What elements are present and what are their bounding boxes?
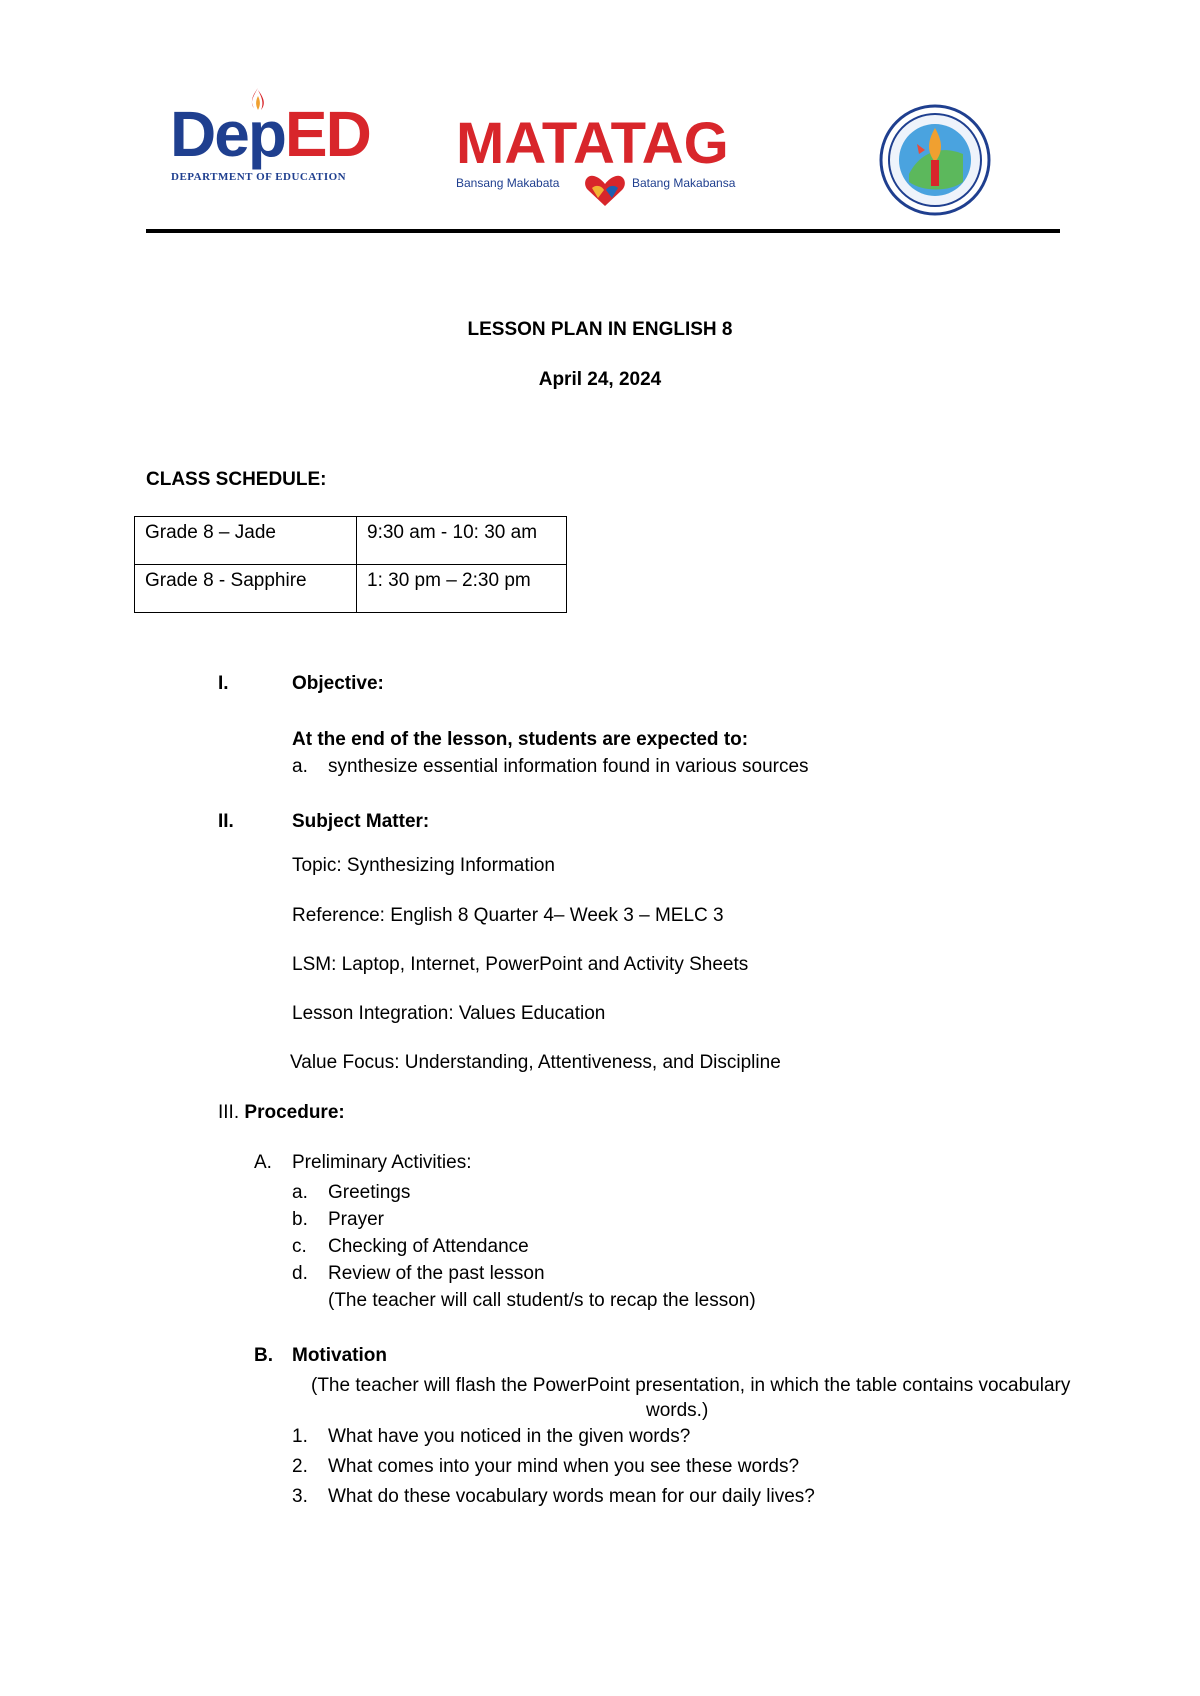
schedule-time: 9:30 am - 10: 30 am <box>357 517 567 565</box>
schedule-section: Grade 8 - Sapphire <box>135 565 357 613</box>
deped-word-dep: Dep <box>170 98 285 170</box>
objective-intro: At the end of the lesson, students are expected to: <box>292 729 749 750</box>
list-item: What comes into your mind when you see these words? <box>328 1456 800 1477</box>
deped-logo-subtitle: DEPARTMENT OF EDUCATION <box>171 171 347 183</box>
list-item: What have you noticed in the given words? <box>328 1426 691 1447</box>
list-item-marker: 2. <box>292 1456 308 1477</box>
class-schedule-label: CLASS SCHEDULE: <box>146 469 327 490</box>
schedule-table <box>134 516 567 613</box>
list-item-marker: c. <box>292 1236 307 1257</box>
lsm-line: LSM: Laptop, Internet, PowerPoint and Activity Sheets <box>292 954 749 975</box>
table-row <box>135 517 567 565</box>
preliminary-marker: A. <box>254 1152 272 1173</box>
list-item: synthesize essential information found in various sources <box>328 756 809 777</box>
division-seal-icon <box>879 104 991 216</box>
objective-numeral: I. <box>218 673 229 694</box>
procedure-heading-text: Procedure: <box>244 1102 345 1123</box>
list-item: Checking of Attendance <box>328 1236 529 1257</box>
list-item-marker: b. <box>292 1209 308 1230</box>
list-item: What do these vocabulary words mean for our daily lives? <box>328 1486 815 1507</box>
matatag-logo-wordmark: MATATAG <box>456 111 729 176</box>
hands-heart-icon <box>582 170 628 210</box>
matatag-tagline-left: Bansang Makabata <box>456 176 560 190</box>
schedule-section: Grade 8 – Jade <box>135 517 357 565</box>
list-item-marker: 3. <box>292 1486 308 1507</box>
list-item: Greetings <box>328 1182 411 1203</box>
motivation-marker: B. <box>254 1345 273 1366</box>
procedure-heading <box>218 1101 345 1125</box>
deped-logo-wordmark <box>170 98 370 170</box>
reference-line: Reference: English 8 Quarter 4– Week 3 – MELC 3 <box>292 905 724 926</box>
deped-word-ed: ED <box>284 98 370 170</box>
motivation-note-line1: (The teacher will flash the PowerPoint presentation, in which the table contains vocabulary <box>311 1375 1071 1396</box>
topic-line: Topic: Synthesizing Information <box>292 855 555 876</box>
objective-heading: Objective: <box>292 673 384 694</box>
header-rule <box>146 229 1060 233</box>
motivation-heading: Motivation <box>292 1345 387 1366</box>
lesson-integration-line: Lesson Integration: Values Education <box>292 1003 606 1024</box>
schedule-time: 1: 30 pm – 2:30 pm <box>357 565 567 613</box>
list-item-marker: a. <box>292 1182 308 1203</box>
matatag-tagline-right: Batang Makabansa <box>632 176 736 190</box>
list-item-marker: d. <box>292 1263 308 1284</box>
list-item-marker: 1. <box>292 1426 308 1447</box>
procedure-numeral: III. <box>218 1102 240 1123</box>
list-item-marker: a. <box>292 756 308 777</box>
subject-matter-numeral: II. <box>218 811 234 832</box>
subject-matter-heading: Subject Matter: <box>292 811 430 832</box>
list-item: Prayer <box>328 1209 384 1230</box>
value-focus-line: Value Focus: Understanding, Attentiveness, and Discipline <box>290 1052 781 1073</box>
preliminary-heading: Preliminary Activities: <box>292 1152 472 1173</box>
page-title: LESSON PLAN IN ENGLISH 8 <box>467 319 733 340</box>
table-row <box>135 565 567 613</box>
list-item: Review of the past lesson <box>328 1263 545 1284</box>
preliminary-note: (The teacher will call student/s to recap the lesson) <box>328 1290 756 1311</box>
lesson-date: April 24, 2024 <box>538 369 662 390</box>
motivation-note-line2: words.) <box>646 1400 709 1421</box>
